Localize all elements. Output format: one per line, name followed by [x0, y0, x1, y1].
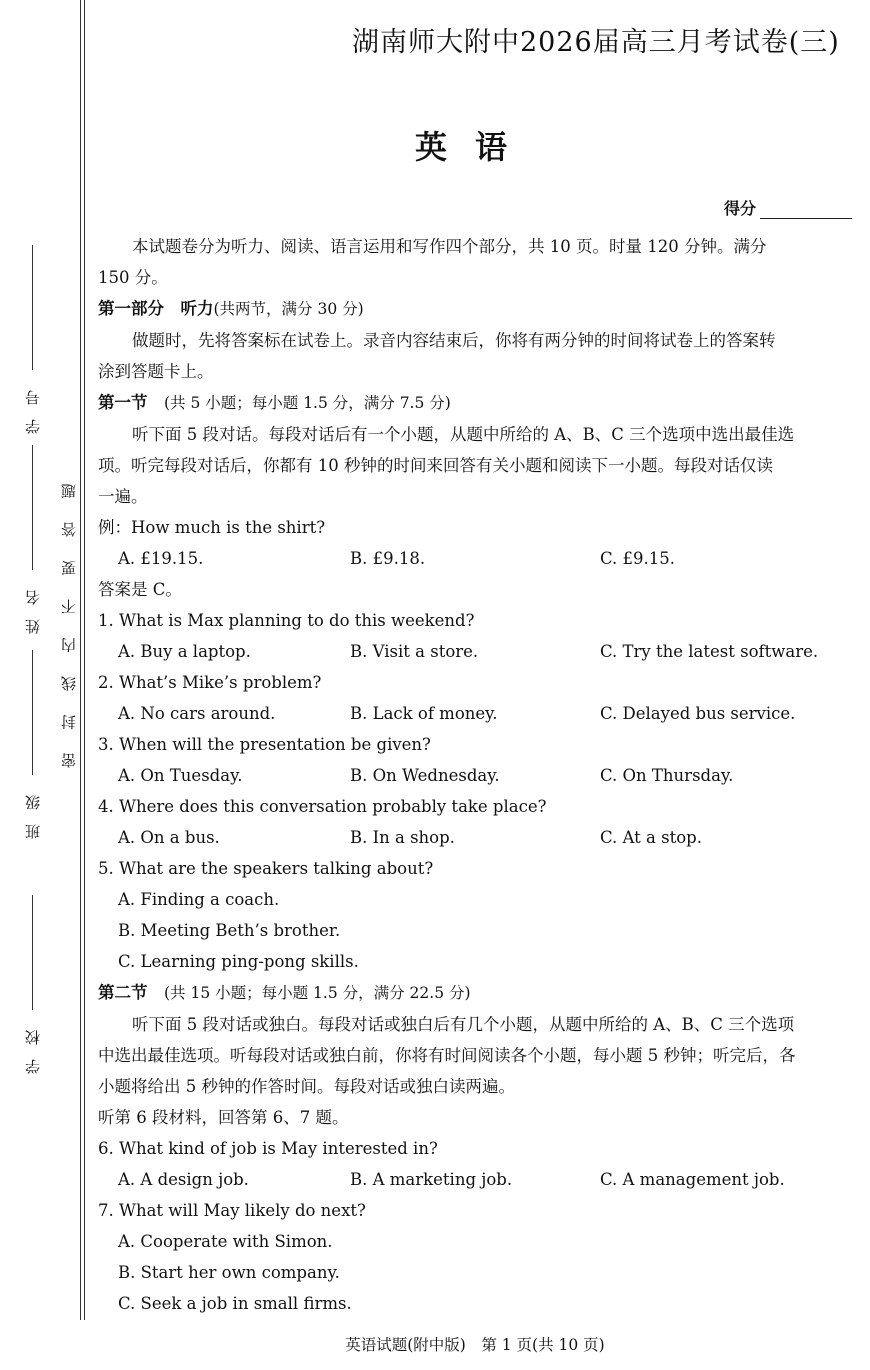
question-3-options [98, 760, 854, 791]
subject-title: 英语 [414, 128, 535, 166]
class-label: 班级 [23, 781, 42, 839]
question-4: 4. Where does this conversation probably take place? [98, 797, 547, 816]
exam-title: 湖南师大附中2026届高三月考试卷(三) [352, 27, 840, 58]
option-a: A. On a bus. [118, 828, 220, 847]
option-b: B. Meeting Beth’s brother. [118, 921, 341, 940]
option-c: C. Seek a job in small firms. [118, 1294, 352, 1313]
option-c: C. Delayed bus service. [600, 704, 796, 723]
section2-note: (共 15 小题；每小题 1.5 分，满分 22.5 分) [164, 984, 471, 1002]
part1-heading [98, 293, 854, 325]
binding-line-outer [80, 0, 81, 1320]
field-blank-line [32, 650, 33, 775]
section2-heading [98, 977, 854, 1009]
field-blank-line [32, 445, 33, 570]
instruction-line: 项。听完每段对话后，你都有 10 秒钟的时间来回答有关小题和阅读下一小题。每段对话仅读 [98, 456, 773, 475]
part1-title: 第一部分 听力 [98, 299, 214, 318]
option-a: A. Finding a coach. [118, 890, 280, 909]
question-2-options [98, 698, 854, 729]
score-box [724, 196, 852, 219]
binding-line-inner [84, 0, 85, 1320]
option-a: A. £19.15. [118, 549, 204, 568]
material-note: 听第 6 段材料，回答第 6、7 题。 [98, 1108, 349, 1127]
section1-note: (共 5 小题；每小题 1.5 分，满分 7.5 分) [164, 394, 451, 412]
student-id-label: 学号 [23, 376, 42, 434]
field-blank-line [32, 245, 33, 370]
option-b: B. A marketing job. [350, 1170, 513, 1189]
instruction-line: 听下面 5 段对话。每段对话后有一个小题，从题中所给的 A、B、C 三个选项中选出最佳选 [132, 425, 795, 444]
question-3: 3. When will the presentation be given? [98, 735, 431, 754]
intro-line: 150 分。 [98, 268, 168, 287]
section2-title: 第二节 [98, 983, 148, 1002]
instruction-line: 中选出最佳选项。听每段对话或独白前，你将有时间阅读各个小题，每小题 5 秒钟；听完后，各 [98, 1046, 796, 1065]
option-a: A. Buy a laptop. [118, 642, 251, 661]
school-label: 学校 [23, 1016, 42, 1074]
class-field [20, 650, 44, 845]
option-b: B. In a shop. [350, 828, 455, 847]
option-a: A. On Tuesday. [118, 766, 243, 785]
option-b: B. Lack of money. [350, 704, 498, 723]
option-c: C. Learning ping-pong skills. [118, 952, 359, 971]
option-a: A. Cooperate with Simon. [118, 1232, 333, 1251]
example-answer: 答案是 C。 [98, 580, 182, 599]
option-c: C. At a stop. [600, 828, 702, 847]
score-label: 得分 [723, 199, 756, 218]
instruction-line: 听下面 5 段对话或独白。每段对话或独白后有几个小题，从题中所给的 A、B、C 三个选项 [132, 1015, 795, 1034]
instruction-line: 做题时，先将答案标在试卷上。录音内容结束后，你将有两分钟的时间将试卷上的答案转 [132, 331, 776, 350]
exam-body [98, 231, 854, 1319]
intro-line: 本试题卷分为听力、阅读、语言运用和写作四个部分，共 10 页。时量 120 分钟。满分 [132, 237, 767, 256]
option-a: A. A design job. [118, 1170, 249, 1189]
page-footer: 英语试题(附中版) 第 1 页(共 10 页) [345, 1336, 605, 1354]
question-6-options [98, 1164, 854, 1195]
option-b: B. £9.18. [350, 549, 426, 568]
question-7: 7. What will May likely do next? [98, 1201, 366, 1220]
option-b: B. Visit a store. [350, 642, 479, 661]
question-6: 6. What kind of job is May interested in? [98, 1139, 438, 1158]
score-blank[interactable] [760, 200, 852, 219]
instruction-line: 小题将给出 5 秒钟的作答时间。每段对话或独白读两遍。 [98, 1077, 515, 1096]
instruction-line: 涂到答题卡上。 [98, 362, 214, 381]
option-c: C. Try the latest software. [600, 642, 819, 661]
school-field [20, 895, 44, 1080]
option-b: B. On Wednesday. [350, 766, 500, 785]
name-label: 姓名 [23, 576, 42, 634]
question-1: 1. What is Max planning to do this weekend? [98, 611, 475, 630]
field-blank-line [32, 895, 33, 1010]
option-c: C. A management job. [600, 1170, 785, 1189]
option-c: C. £9.15. [600, 549, 676, 568]
question-4-options [98, 822, 854, 853]
seal-warning: 密封线内不要答题 [60, 460, 78, 768]
section1-title: 第一节 [98, 393, 148, 412]
example-options [98, 543, 854, 574]
question-5: 5. What are the speakers talking about? [98, 859, 434, 878]
part1-note: (共两节，满分 30 分) [213, 300, 364, 318]
question-1-options [98, 636, 854, 667]
option-a: A. No cars around. [118, 704, 276, 723]
option-b: B. Start her own company. [118, 1263, 340, 1282]
section1-heading [98, 387, 854, 419]
question-2: 2. What’s Mike’s problem? [98, 673, 322, 692]
example-question: 例：How much is the shirt? [98, 518, 326, 537]
option-c: C. On Thursday. [600, 766, 734, 785]
instruction-line: 一遍。 [98, 487, 148, 506]
name-field [20, 445, 44, 640]
student-id-field [20, 245, 44, 440]
